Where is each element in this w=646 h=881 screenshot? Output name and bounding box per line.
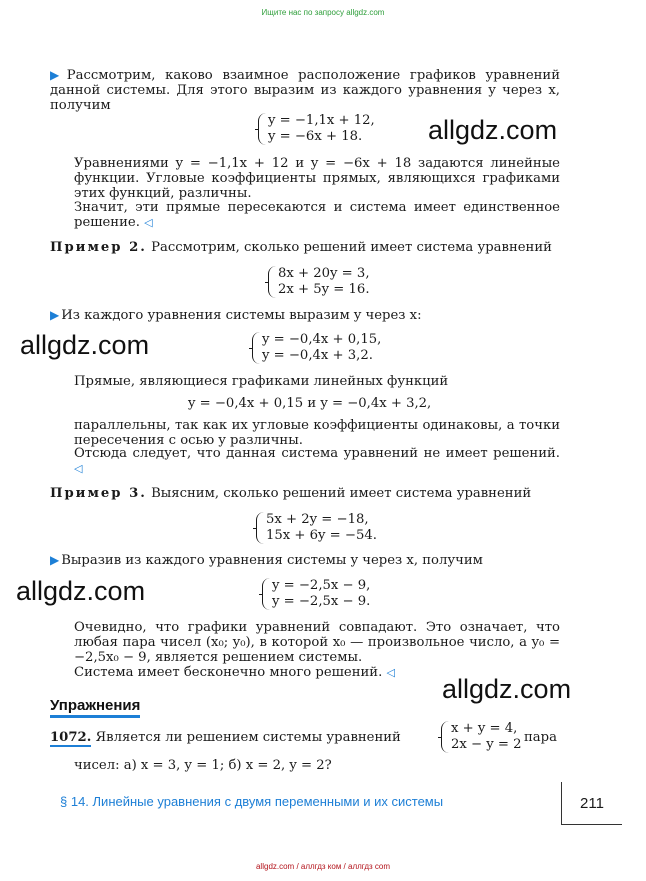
example3-intro: Пример 3. Выясним, сколько решений имеет система уравнений bbox=[50, 486, 532, 501]
block1-paragraph-3: Значит, эти прямые пересекаются и система имеет единственное решение. ◁ bbox=[74, 200, 560, 230]
start-marker-icon: ▶ bbox=[50, 68, 65, 82]
example3-system: 5x + 2y = −18, 15x + 6y = −54. bbox=[256, 512, 377, 544]
section-title: § 14. Линейные уравнения с двумя переменными и их системы bbox=[60, 794, 444, 809]
watermark: allgdz.com bbox=[428, 115, 558, 145]
end-marker-icon: ◁ bbox=[74, 462, 83, 475]
exercise-1072-tail: пара bbox=[524, 730, 557, 745]
example2-intro: Пример 2. Рассмотрим, сколько решений имеет система уравнений bbox=[50, 240, 552, 255]
example2-system-2: y = −0,4x + 0,15, y = −0,4x + 3,2. bbox=[252, 332, 381, 364]
block1-paragraph: ▶ Рассмотрим, каково взаимное расположение графиков уравнений данной системы. Для этого выразим из каждого уравнения y через x, получим bbox=[50, 68, 560, 113]
exercises-header: Упражнения bbox=[50, 697, 140, 718]
block1-paragraph-2: Уравнениями y = −1,1x + 12 и y = −6x + 18 задаются линейные функции. Угловые коэффициенты прямых, являющихся графиками этих функций, различны. bbox=[74, 156, 560, 201]
example3-paragraph-3: Система имеет бесконечно много решений. ◁ bbox=[74, 665, 395, 680]
start-marker-icon: ▶ bbox=[50, 553, 60, 567]
watermark: allgdz.com bbox=[16, 576, 146, 606]
example2-paragraph-2: Прямые, являющиеся графиками линейных функций bbox=[74, 374, 449, 389]
exercise-1072-system: x + y = 4, 2x − y = 2 bbox=[441, 721, 522, 753]
watermark: allgdz.com bbox=[20, 330, 150, 360]
page-number: 211 bbox=[561, 782, 622, 825]
example3-paragraph: ▶ Выразив из каждого уравнения системы y через x, получим bbox=[50, 553, 483, 568]
example2-system: 8x + 20y = 3, 2x + 5y = 16. bbox=[268, 266, 370, 298]
end-marker-icon: ◁ bbox=[144, 216, 153, 229]
example3-paragraph-2: Очевидно, что графики уравнений совпадают. Это означает, что любая пара чисел (x₀; y₀), в которой x₀ — произвольное число, а y₀ = −2,5x₀ − 9, является решением системы. bbox=[74, 620, 560, 665]
example2-paragraph: ▶ Из каждого уравнения системы выразим y через x: bbox=[50, 308, 422, 323]
bottom-note: allgdz.com / аллгдз ком / аллгдз com bbox=[255, 862, 391, 871]
end-marker-icon: ◁ bbox=[386, 666, 395, 679]
start-marker-icon: ▶ bbox=[50, 308, 60, 322]
example2-formula: y = −0,4x + 0,15 и y = −0,4x + 3,2, bbox=[188, 396, 432, 411]
example2-paragraph-3: параллельны, так как их угловые коэффициенты одинаковы, а точки пересечения с осью y различны. bbox=[74, 418, 560, 448]
header-note: Ищите нас по запросу allgdz.com bbox=[261, 8, 385, 17]
exercise-1072: 1072. Является ли решением системы уравнений bbox=[50, 730, 401, 745]
example2-paragraph-4: Отсюда следует, что данная система уравнений не имеет решений. ◁ bbox=[74, 446, 560, 475]
example3-system-2: y = −2,5x − 9, y = −2,5x − 9. bbox=[262, 578, 370, 610]
exercise-1072-line2: чисел: а) x = 3, y = 1; б) x = 2, y = 2? bbox=[74, 758, 332, 773]
block1-system: y = −1,1x + 12, y = −6x + 18. bbox=[258, 113, 375, 145]
watermark: allgdz.com bbox=[442, 674, 572, 704]
